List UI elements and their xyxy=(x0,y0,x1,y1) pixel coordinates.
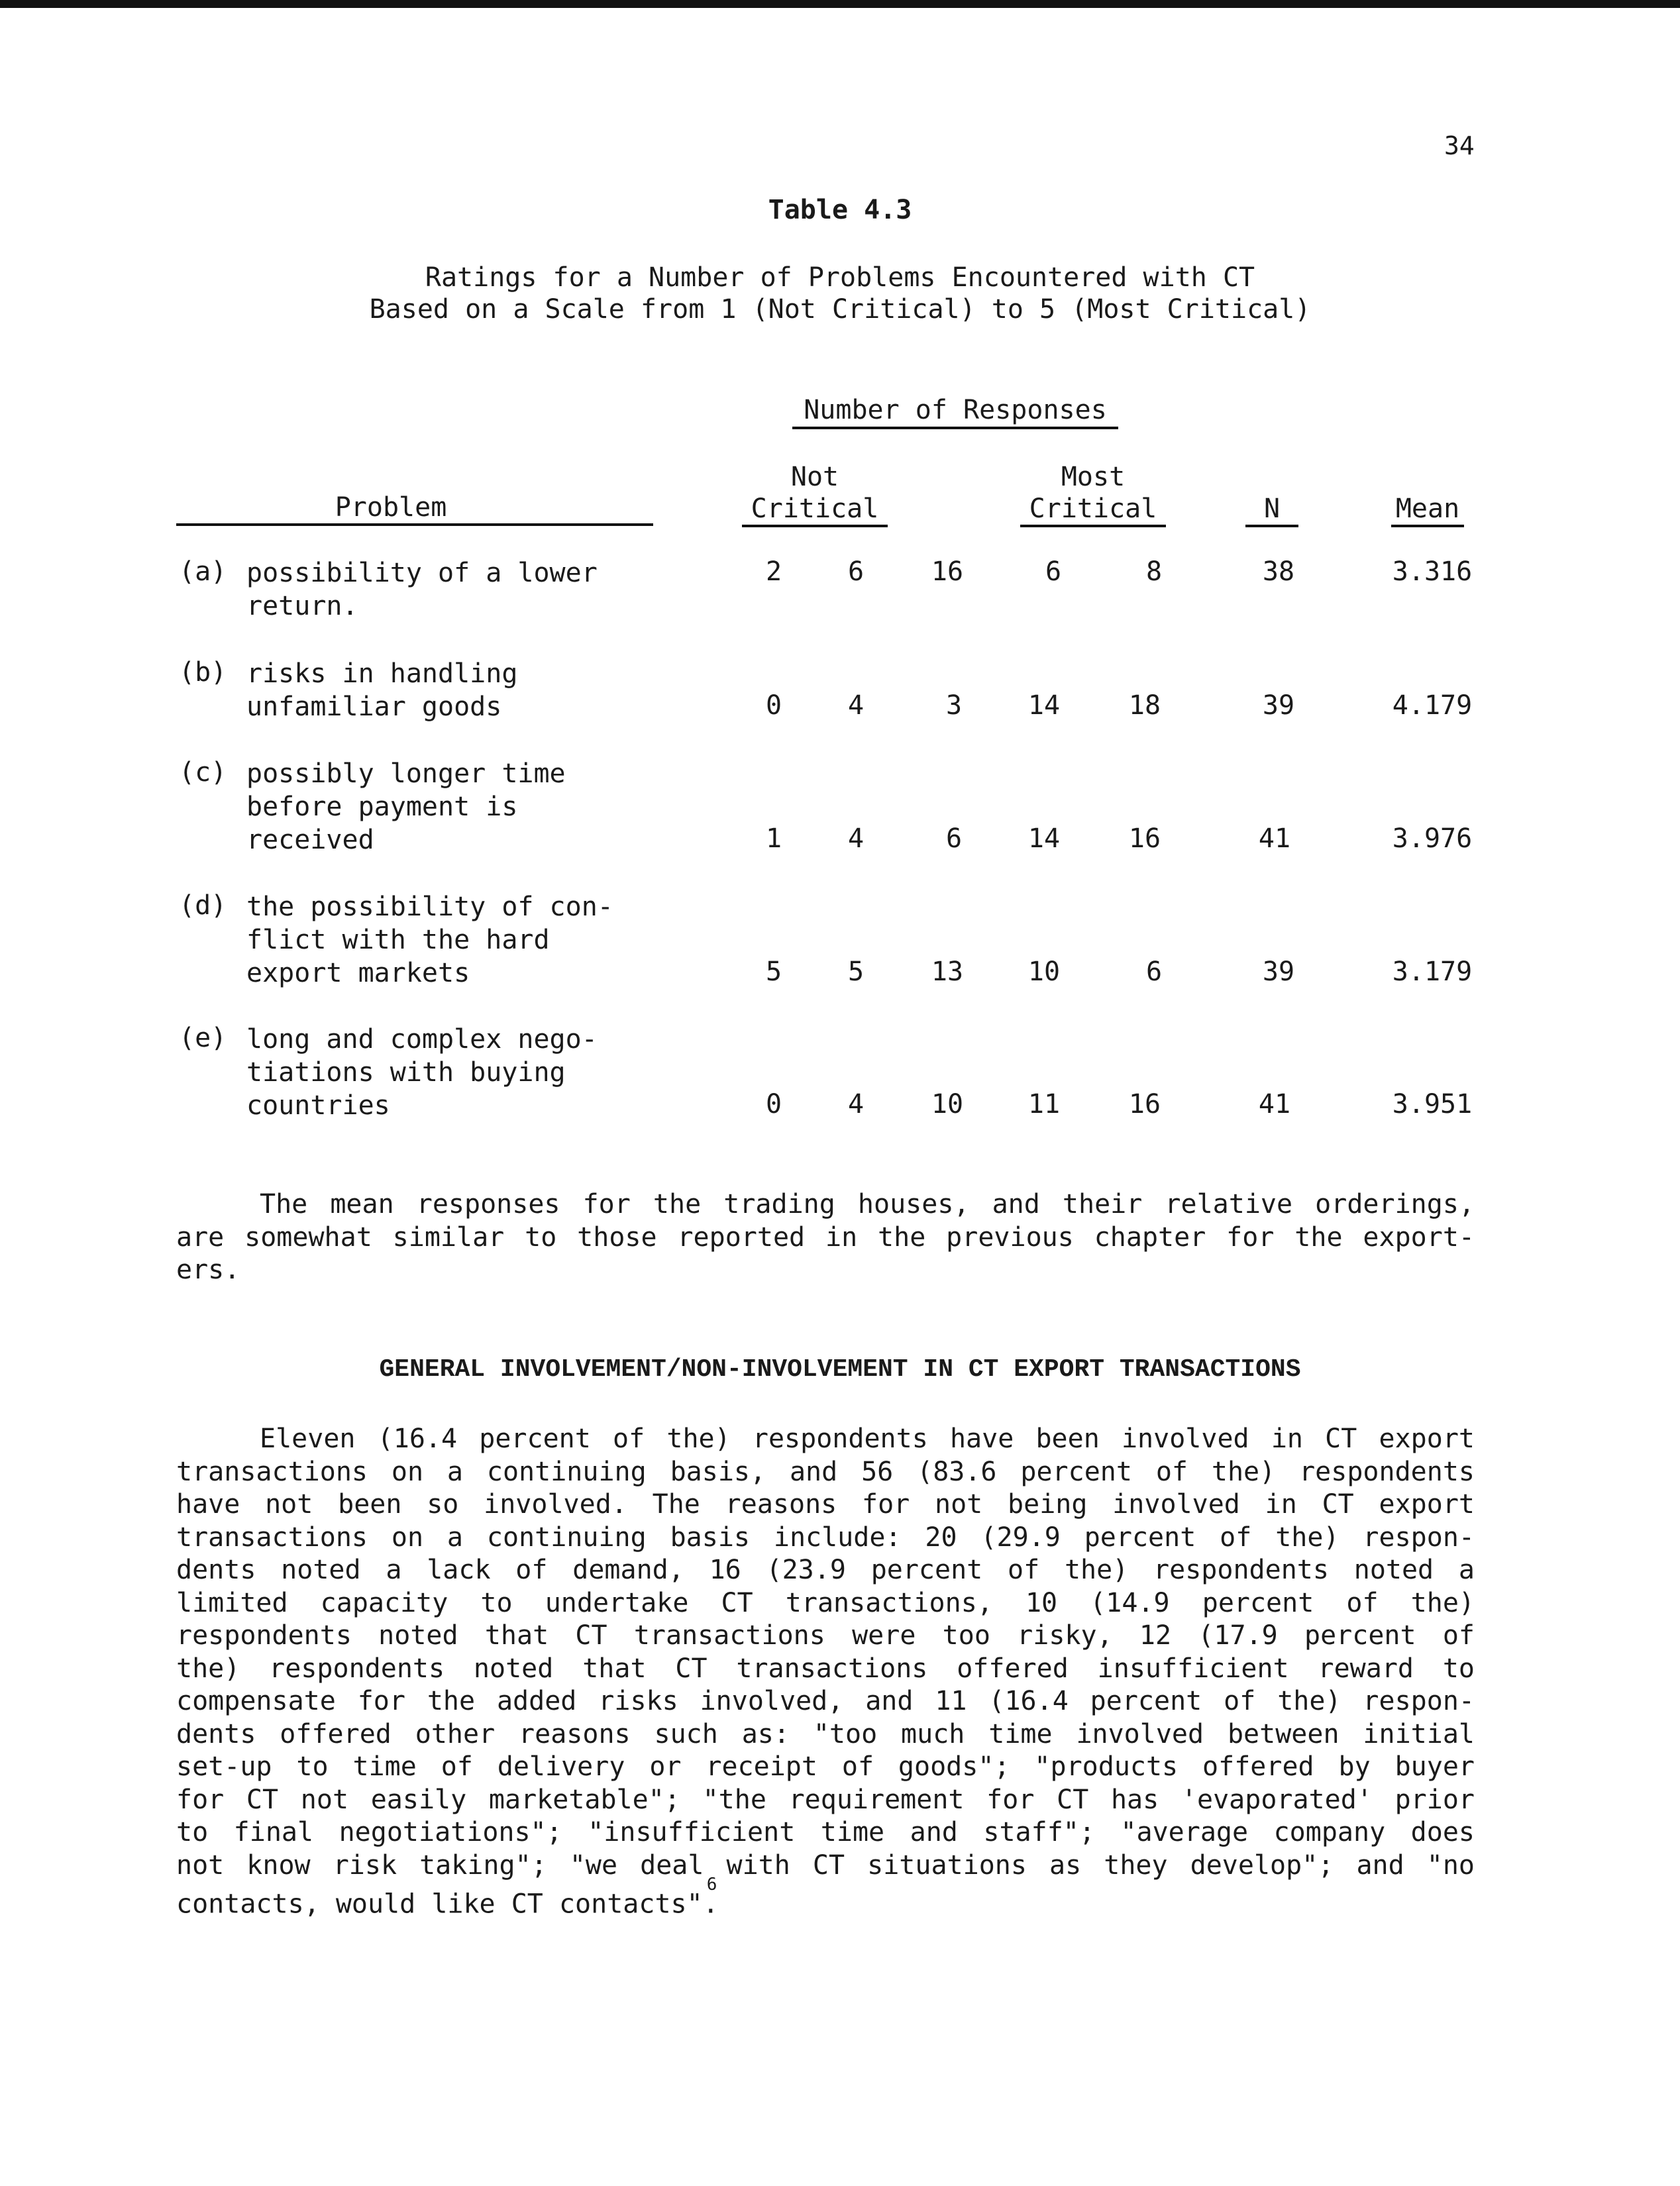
problem-line: risks in handling xyxy=(246,658,518,689)
text-line: The mean responses for the trading houses, and their relative orderings, xyxy=(260,1189,1475,1220)
problem-line: flict with the hard xyxy=(246,925,550,955)
text-line: limited capacity to undertake CT transactions, 10 (14.9 percent of the) xyxy=(176,1587,1475,1618)
row-problem xyxy=(246,556,670,623)
n-header-label: N xyxy=(1245,493,1298,527)
not-critical-header-line-2: Critical xyxy=(742,493,888,527)
text-line: have not been so involved. The reasons for not being involved in CT export xyxy=(176,1489,1475,1520)
scan-top-edge xyxy=(0,0,1680,8)
problem-line: unfamiliar goods xyxy=(246,692,502,722)
problem-line: received xyxy=(246,825,374,855)
text-line: dents offered other reasons such as: "too much time involved between initial xyxy=(176,1718,1475,1749)
rating-1-count: 0 xyxy=(765,1089,782,1119)
most-critical-header xyxy=(1020,461,1166,527)
problem-line: tiations with buying xyxy=(246,1057,566,1088)
paragraph-involvement xyxy=(176,1423,1475,1920)
row-letter: (e) xyxy=(179,1023,227,1053)
footnote-marker: 6 xyxy=(706,1875,717,1895)
problem-header-rule xyxy=(176,523,653,526)
mean-value: 3.976 xyxy=(1392,823,1473,854)
rating-5-count: 6 xyxy=(1145,957,1163,987)
text-line: are somewhat similar to those reported in the previous chapter for the export- xyxy=(176,1222,1475,1253)
row-letter: (b) xyxy=(179,657,227,688)
rating-2-count: 5 xyxy=(847,957,865,987)
rating-5-count: 18 xyxy=(1128,690,1161,721)
row-letter: (d) xyxy=(179,890,227,921)
rating-2-count: 6 xyxy=(847,556,865,587)
n-value: 39 xyxy=(1262,690,1295,721)
most-critical-header-line-2: Critical xyxy=(1020,493,1166,527)
rating-2-count: 4 xyxy=(847,690,865,721)
row-problem xyxy=(246,757,670,857)
mean-value: 3.179 xyxy=(1392,957,1473,987)
rating-4-count: 14 xyxy=(1027,823,1061,854)
mean-value: 4.179 xyxy=(1392,690,1473,721)
mean-value: 3.951 xyxy=(1392,1089,1473,1119)
n-value: 39 xyxy=(1262,957,1295,987)
rating-1-count: 5 xyxy=(765,957,782,987)
section-heading: GENERAL INVOLVEMENT/NON-INVOLVEMENT IN CT EXPORT TRANSACTIONS xyxy=(379,1355,1301,1384)
text-line: the) respondents noted that CT transactions offered insufficient reward to xyxy=(176,1653,1475,1684)
rating-4-count: 10 xyxy=(1027,957,1061,987)
problem-line: export markets xyxy=(246,958,470,988)
rating-2-count: 4 xyxy=(847,823,865,854)
most-critical-header-line-1: Most xyxy=(1061,462,1126,492)
problem-header: Problem xyxy=(335,492,447,523)
number-of-responses-header: Number of Responses xyxy=(792,395,1118,429)
row-problem xyxy=(246,1023,670,1122)
n-value: 38 xyxy=(1262,556,1295,587)
rating-5-count: 16 xyxy=(1128,1089,1161,1119)
row-problem xyxy=(246,657,670,723)
problem-line: return. xyxy=(246,591,358,621)
n-value: 41 xyxy=(1258,1089,1291,1119)
rating-5-count: 16 xyxy=(1128,823,1161,854)
last-line-with-footnote xyxy=(176,1875,1475,1920)
mean-header xyxy=(1391,493,1464,527)
mean-value: 3.316 xyxy=(1392,556,1473,587)
table-caption-line-2: Based on a Scale from 1 (Not Critical) to 5 (Most Critical) xyxy=(369,294,1311,325)
text-line: for CT not easily marketable"; "the requirement for CT has 'evaporated' prior xyxy=(176,1784,1475,1815)
text-line: transactions on a continuing basis, and 56 (83.6 percent of the) respondents xyxy=(176,1456,1475,1487)
row-letter: (a) xyxy=(179,556,227,587)
table-caption-line-1: Ratings for a Number of Problems Encountered with CT xyxy=(425,262,1255,293)
problem-line: before payment is xyxy=(246,792,518,822)
rating-4-count: 6 xyxy=(1045,556,1062,587)
text-line: ers. xyxy=(176,1255,240,1285)
n-header xyxy=(1245,493,1298,527)
text-line: compensate for the added risks involved, and 11 (16.4 percent of the) respon- xyxy=(176,1686,1475,1716)
text-line: dents noted a lack of demand, 16 (23.9 percent of the) respondents noted a xyxy=(176,1555,1475,1585)
row-letter: (c) xyxy=(179,757,227,788)
paragraph-mean-responses xyxy=(176,1188,1475,1287)
rating-1-count: 0 xyxy=(765,690,782,721)
rating-3-count: 6 xyxy=(945,823,963,854)
rating-1-count: 1 xyxy=(765,823,782,854)
rating-4-count: 11 xyxy=(1027,1089,1061,1119)
not-critical-header-line-1: Not xyxy=(790,462,839,492)
rating-5-count: 8 xyxy=(1145,556,1163,587)
page-number: 34 xyxy=(1444,131,1475,160)
rating-3-count: 3 xyxy=(945,690,963,721)
text-line: not know risk taking"; "we deal with CT situations as they develop"; and "no xyxy=(176,1849,1475,1881)
not-critical-header xyxy=(742,461,888,527)
problem-line: long and complex nego- xyxy=(246,1024,598,1055)
text-line: contacts, would like CT contacts". xyxy=(176,1889,719,1920)
text-line: to final negotiations"; "insufficient time and staff"; "average company does xyxy=(176,1817,1475,1848)
text-line: Eleven (16.4 percent of the) respondents have been involved in CT export xyxy=(260,1424,1475,1454)
text-line: set-up to time of delivery or receipt of goods"; "products offered by buyer xyxy=(176,1751,1475,1782)
text-line: transactions on a continuing basis include: 20 (29.9 percent of the) respon- xyxy=(176,1522,1475,1553)
problem-line: possibly longer time xyxy=(246,758,566,789)
rating-3-count: 16 xyxy=(931,556,964,587)
rating-1-count: 2 xyxy=(765,556,782,587)
rating-4-count: 14 xyxy=(1027,690,1061,721)
problem-line: countries xyxy=(246,1090,390,1121)
problem-line: the possibility of con- xyxy=(246,892,613,922)
table-title: Table 4.3 xyxy=(768,195,912,225)
row-problem xyxy=(246,890,670,990)
rating-2-count: 4 xyxy=(847,1089,865,1119)
problem-line: possibility of a lower xyxy=(246,558,598,588)
rating-3-count: 10 xyxy=(931,1089,964,1119)
text-line: respondents noted that CT transactions were too risky, 12 (17.9 percent of xyxy=(176,1620,1475,1651)
rating-3-count: 13 xyxy=(931,957,964,987)
mean-header-label: Mean xyxy=(1391,493,1464,527)
n-value: 41 xyxy=(1258,823,1291,854)
